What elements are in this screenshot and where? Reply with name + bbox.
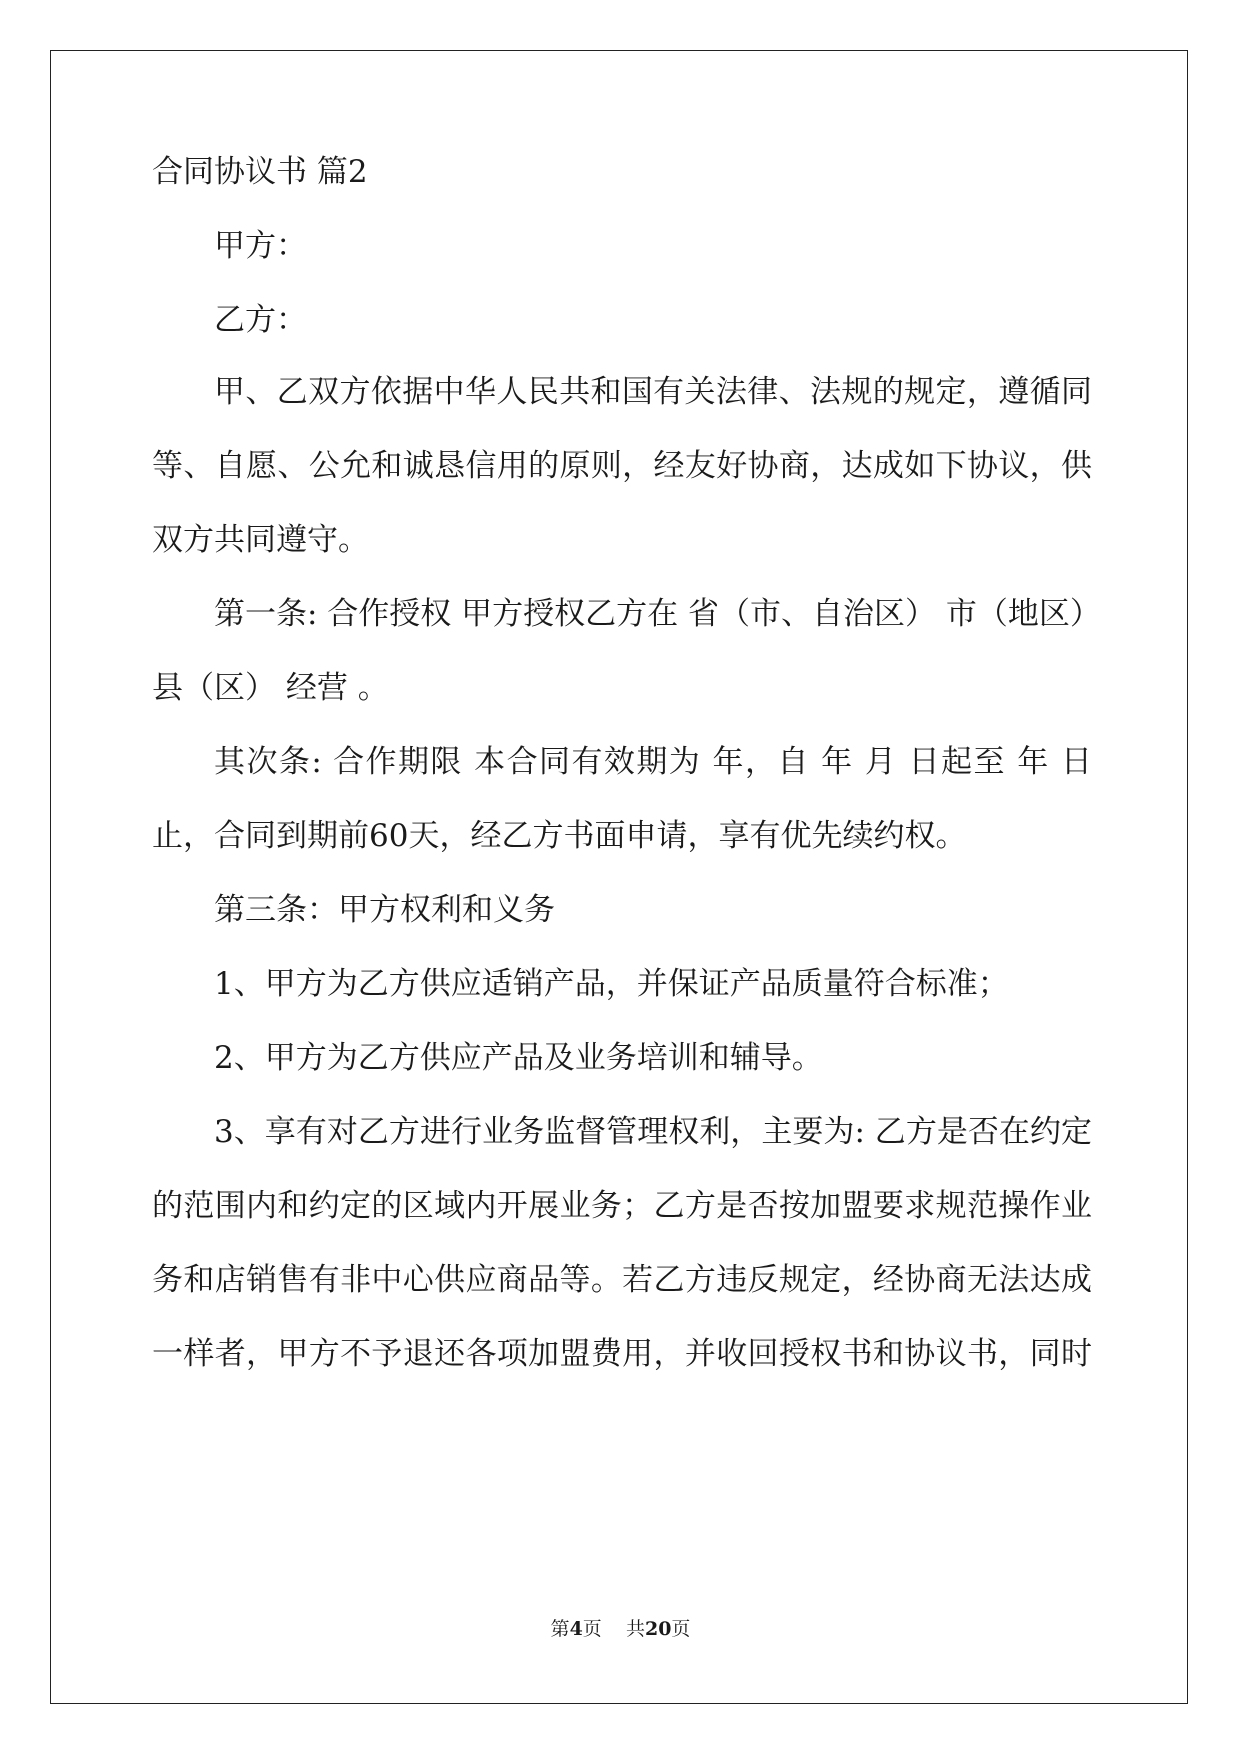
article3-item-3-line-1: 3、享有对乙方进行业务监督管理权利，主要为: 乙方是否在约定	[214, 1114, 1092, 1150]
footer-total-pages: 20	[644, 1618, 672, 1640]
article3-title: 第三条：甲方权利和义务	[214, 892, 555, 928]
article3-item-2: 2、甲方为乙方供应产品及业务培训和辅导。	[214, 1040, 823, 1076]
article3-item-1: 1、甲方为乙方供应适销产品，并保证产品质量符合标准；	[214, 966, 1009, 1002]
party-b-label: 乙方：	[214, 302, 307, 338]
article3-item-3-line-2: 的范围内和约定的区域内开展业务；乙方是否按加盟要求规范操作业	[152, 1188, 1092, 1224]
article1-line-2: 县（区） 经营 。	[152, 670, 389, 706]
article1-line-1: 第一条: 合作授权 甲方授权乙方在 省（市、自治区） 市（地区）	[214, 596, 1101, 632]
article2-line-1: 其次条: 合作期限 本合同有效期为 年，自 年 月 日起至 年 日	[214, 744, 1092, 780]
page-border	[50, 50, 1188, 1704]
footer-prefix: 第	[550, 1618, 570, 1640]
intro-line-1: 甲、乙双方依据中华人民共和国有关法律、法规的规定，遵循同	[214, 374, 1092, 410]
intro-line-2: 等、自愿、公允和诚恳信用的原则，经友好协商，达成如下协议，供	[152, 448, 1092, 484]
article2-line-2: 止，合同到期前60天，经乙方书面申请，享有优先续约权。	[152, 818, 967, 854]
footer-suffix: 页	[671, 1618, 691, 1640]
document-heading: 合同协议书 篇2	[152, 154, 368, 190]
party-a-label: 甲方：	[214, 228, 307, 264]
intro-line-3: 双方共同遵守。	[152, 522, 369, 558]
footer-page-number: 4	[569, 1618, 583, 1640]
footer-mid: 页 共	[582, 1618, 645, 1640]
article3-item-3-line-4: 一样者，甲方不予退还各项加盟费用，并收回授权书和协议书，同时	[152, 1336, 1092, 1372]
page-footer	[0, 1614, 1241, 1641]
article3-item-3-line-3: 务和店销售有非中心供应商品等。若乙方违反规定，经协商无法达成	[152, 1262, 1092, 1298]
